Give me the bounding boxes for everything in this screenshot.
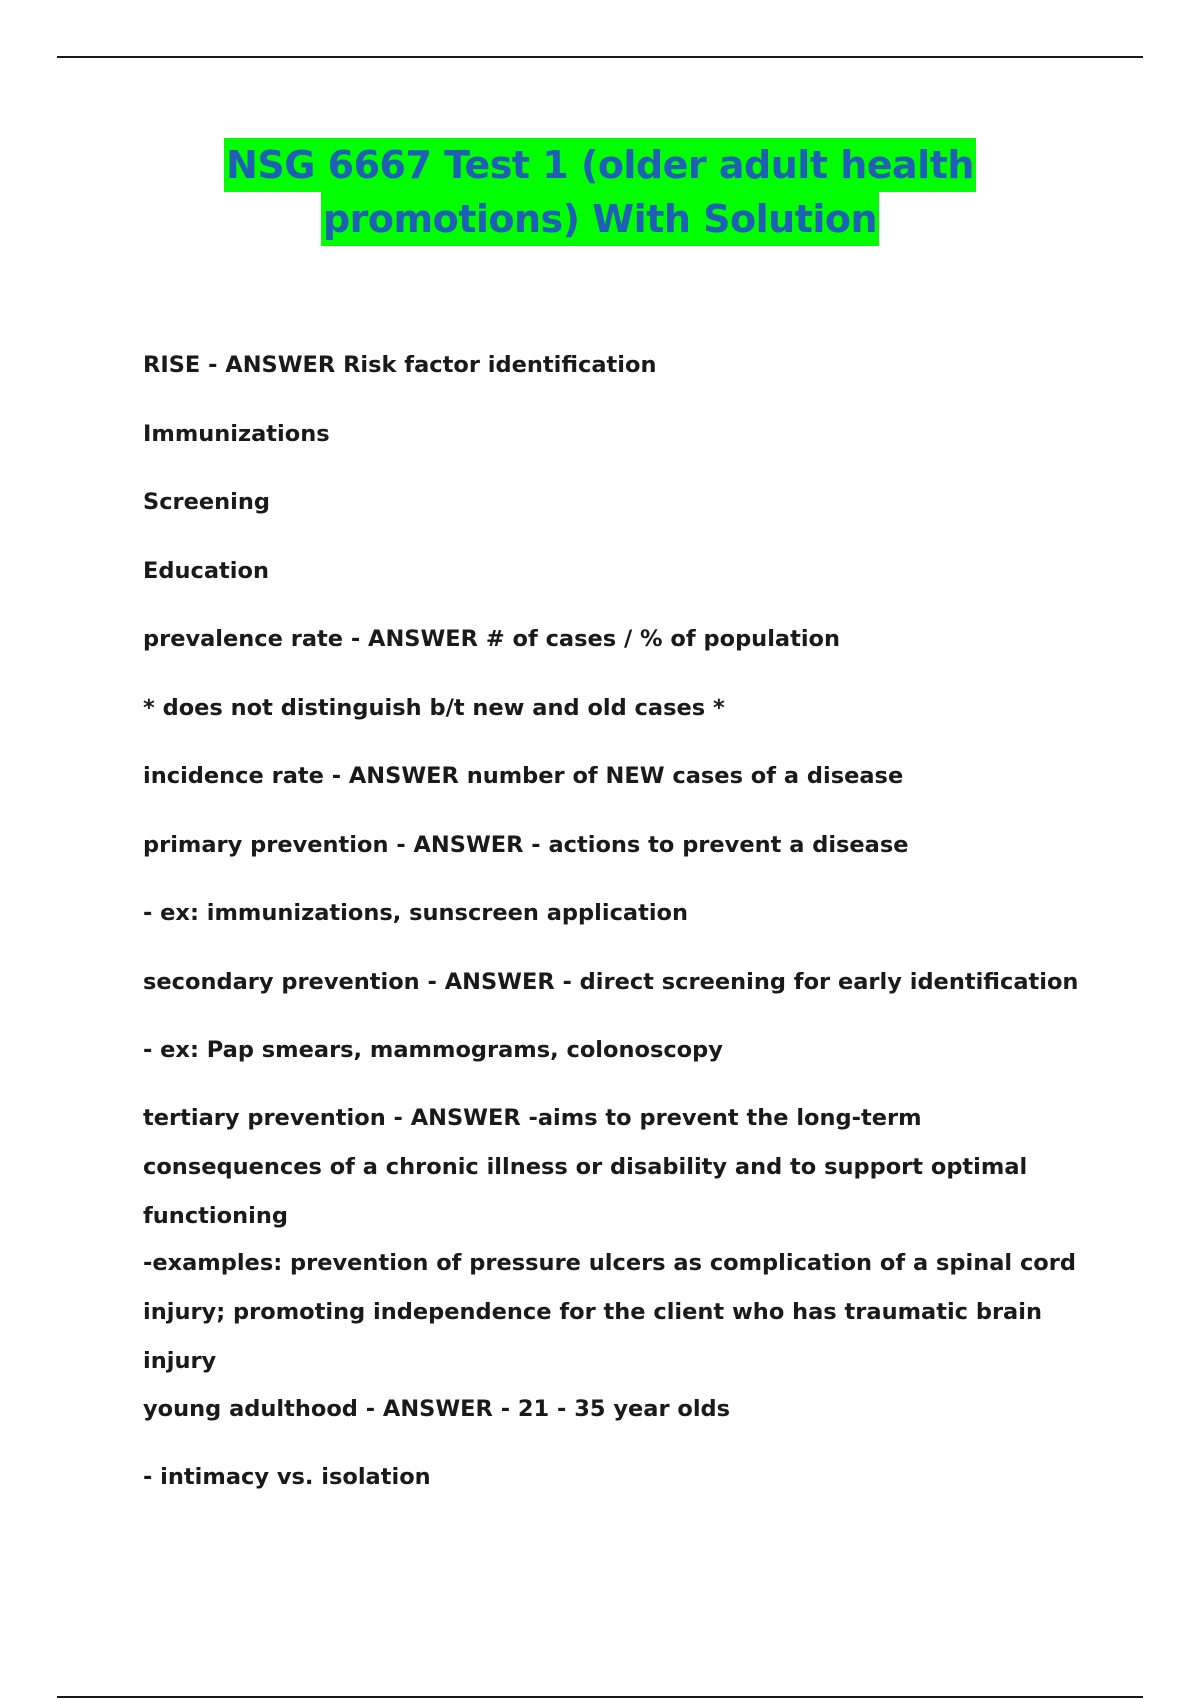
top-rule [57, 56, 1143, 58]
text-line: tertiary prevention - ANSWER -aims to prevent the long-term consequences of a chronic illness or disability and to support optimal functioning [143, 1104, 1028, 1229]
bottom-rule [57, 1696, 1143, 1698]
text-line: - ex: Pap smears, mammograms, colonoscopy [143, 1037, 723, 1063]
text-line: young adulthood - ANSWER - 21 - 35 year olds [143, 1395, 731, 1422]
document-title [0, 138, 1200, 246]
text-line: primary prevention - ANSWER - actions to prevent a disease [143, 831, 909, 858]
text-line: Education [143, 557, 269, 584]
text-line: incidence rate - ANSWER number of NEW cases of a disease [143, 763, 904, 789]
text-line: * does not distinguish b/t new and old cases * [143, 694, 725, 721]
text-line: - ex: immunizations, sunscreen application [143, 900, 689, 926]
title-line-2: promotions) With Solution [321, 192, 879, 246]
text-line: RISE - ANSWER Risk factor identification [143, 352, 657, 378]
text-line: Screening [143, 489, 271, 515]
title-line-1: NSG 6667 Test 1 (older adult health [224, 138, 976, 192]
text-line: prevalence rate - ANSWER # of cases / % of population [143, 626, 841, 652]
text-line: -examples: prevention of pressure ulcers as complication of a spinal cord injury; promoting independence for the client who has traumatic brain injury [143, 1249, 1076, 1374]
text-line: - intimacy vs. isolation [143, 1464, 431, 1490]
text-line: secondary prevention - ANSWER - direct screening for early identification [143, 968, 1079, 995]
document-body [143, 350, 1093, 1531]
text-line: Immunizations [143, 420, 330, 447]
